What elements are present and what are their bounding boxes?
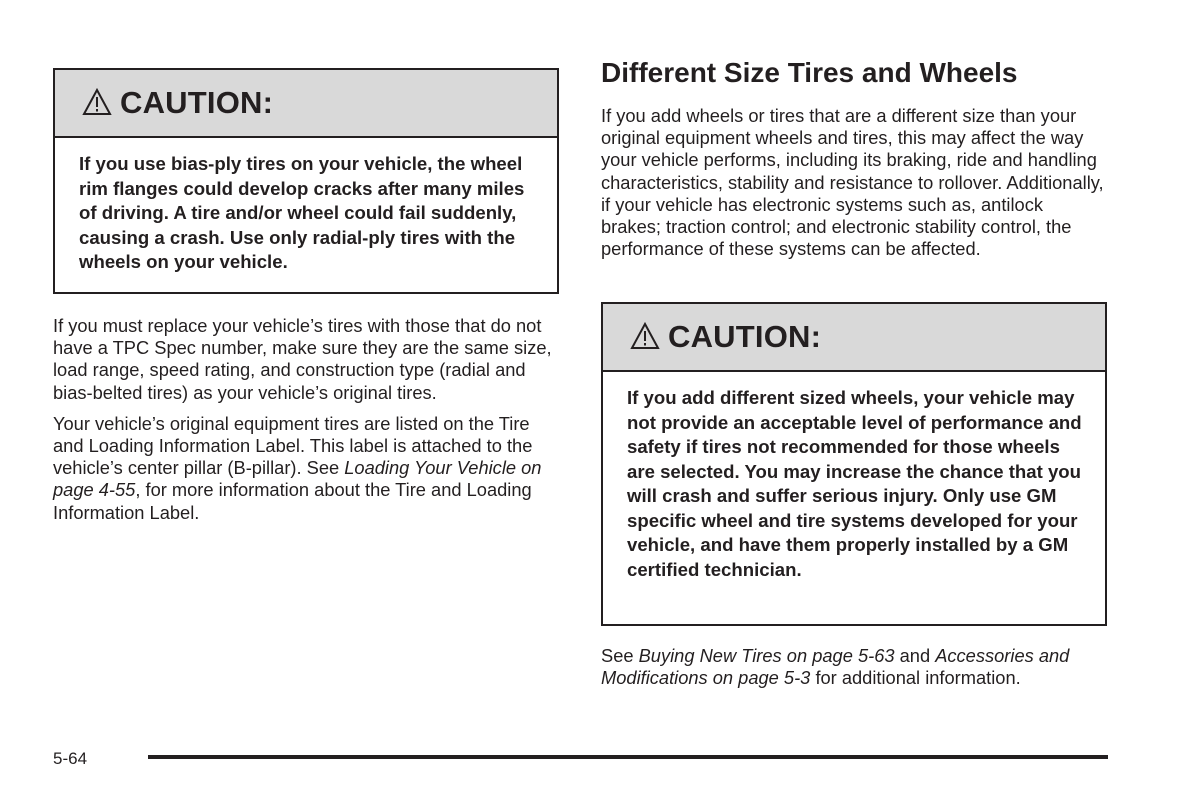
caution-text: If you add different sized wheels, your vehicle may not provide an acceptable level of performance and safety if tires not recommended for those wheels are selected. You may increase the chance that you will crash and suffer serious injury. Only use GM specific wheel and tire systems developed for your vehicle, and have them properly installed by a GM certified technician. bbox=[627, 387, 1082, 580]
paragraph-original-tires bbox=[53, 413, 559, 524]
paragraph-text: and bbox=[894, 645, 936, 666]
footer-rule bbox=[148, 755, 1108, 759]
caution-title: CAUTION: bbox=[120, 85, 274, 120]
caution-header bbox=[55, 70, 557, 138]
paragraph-see-also bbox=[601, 645, 1107, 689]
section-heading: Different Size Tires and Wheels bbox=[601, 57, 1018, 88]
reference-link-buying-tires[interactable]: Buying New Tires on page 5-63 bbox=[638, 645, 895, 666]
reference-link-loading-vehicle[interactable]: Loading Your Vehicle on page 4-55 bbox=[53, 457, 542, 501]
page-number: 5-64 bbox=[53, 749, 88, 768]
paragraph-text: See bbox=[601, 645, 639, 666]
caution-header bbox=[603, 304, 1105, 372]
paragraph-text: for additional information. bbox=[810, 667, 1021, 689]
caution-body bbox=[603, 372, 1105, 596]
reference-link-accessories[interactable]: Accessories and Modifications on page 5-3 bbox=[601, 645, 1070, 689]
paragraph-different-size: If you add wheels or tires that are a different size than your original equipment wheels and tires, this may affect the way your vehicle performs, including its braking, ride and handling characteristics, stability and resistance to rollover. Additionally, if your vehicle has electronic systems such as, antilock brakes; traction control; and electronic stability control, the performance of these systems can be affected. bbox=[601, 105, 1104, 260]
caution-title: CAUTION: bbox=[668, 319, 822, 354]
left-body-text bbox=[53, 315, 559, 533]
caution-box-bias-ply bbox=[53, 68, 559, 294]
caution-body bbox=[55, 138, 557, 289]
warning-triangle-icon bbox=[82, 87, 112, 117]
caution-text: If you use bias-ply tires on your vehicle, the wheel rim flanges could develop cracks after many miles of driving. A tire and/or wheel could fail suddenly, causing a crash. Use only radial-ply tires with the wheels on your vehicle. bbox=[79, 153, 525, 272]
caution-box-different-wheels bbox=[601, 302, 1107, 626]
paragraph-text: Your vehicle’s original equipment tires are listed on the Tire and Loading Information Label. This label is attached to the vehicle’s center pillar (B-pillar). See bbox=[53, 412, 533, 479]
warning-triangle-icon bbox=[630, 321, 660, 351]
paragraph-tpc-spec: If you must replace your vehicle’s tires with those that do not have a TPC Spec number, make sure they are the same size, load range, speed rating, and construction type (radial and bias-belted tires) as your vehicle’s original tires. bbox=[53, 315, 552, 403]
paragraph-text: , for more information about the Tire and Loading Information Label. bbox=[53, 479, 532, 523]
